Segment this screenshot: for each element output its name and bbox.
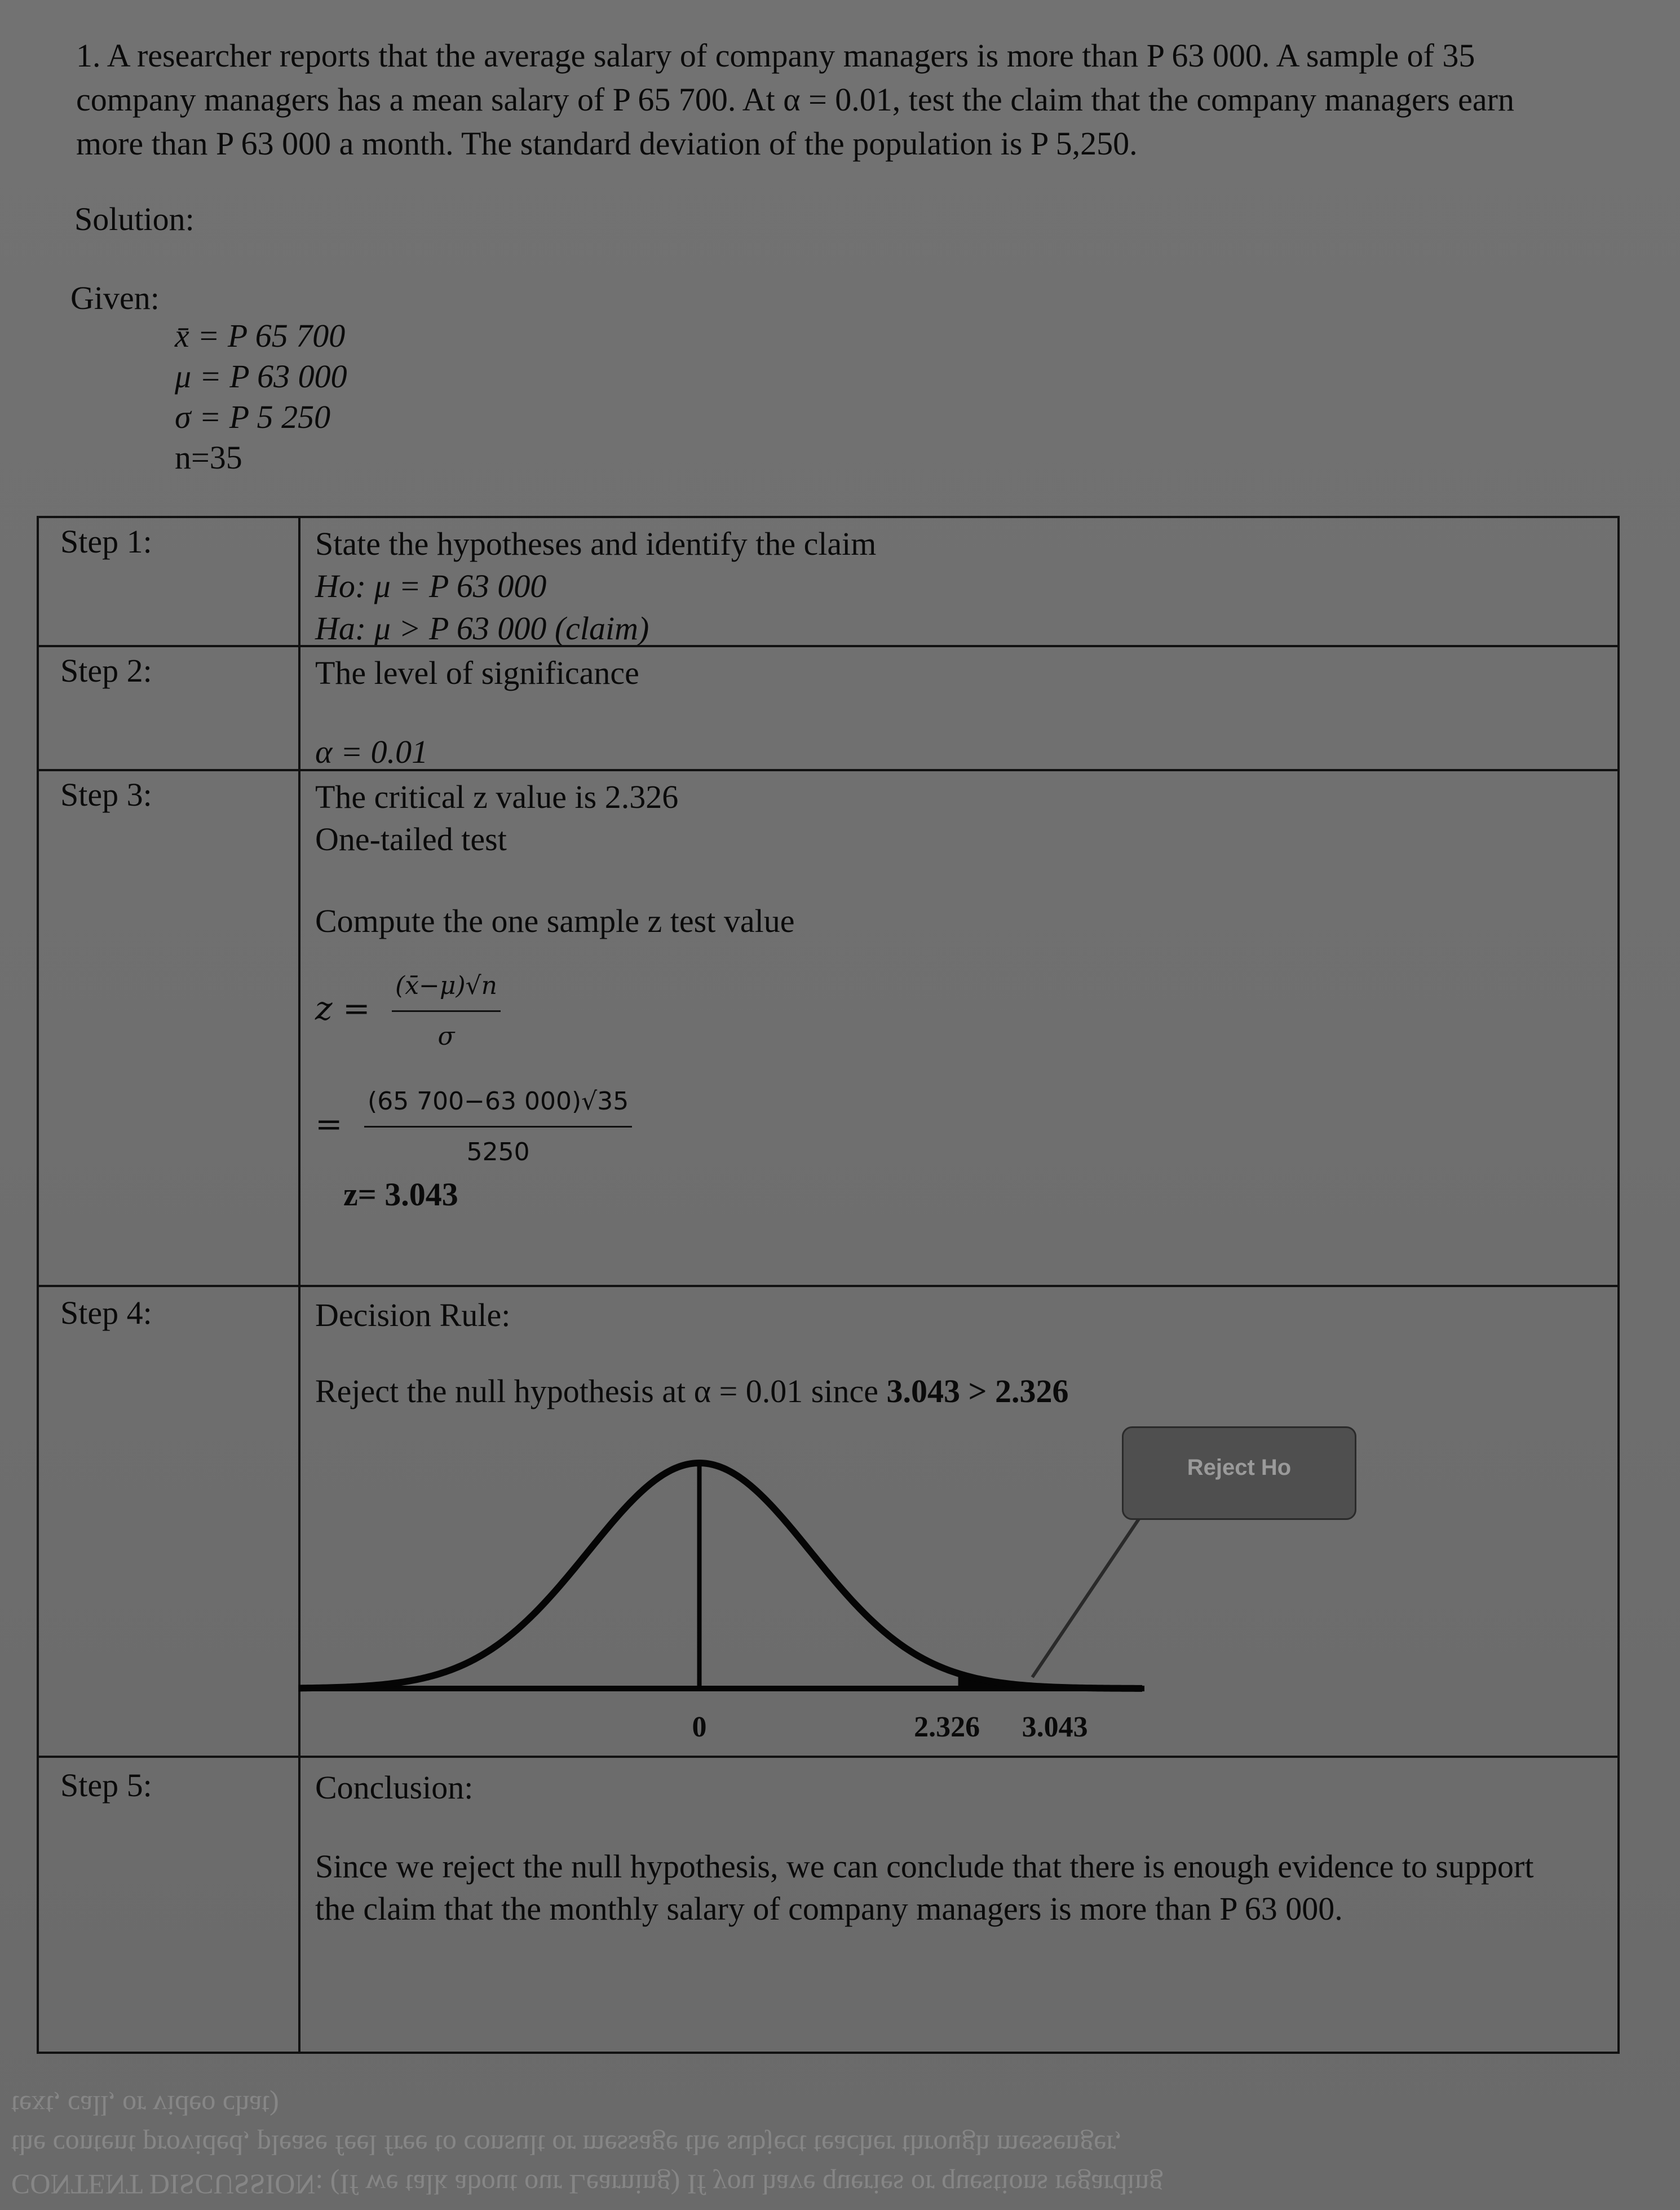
step3-critical-value: The critical z value is 2.326 xyxy=(315,779,679,815)
step4-title: Decision Rule: xyxy=(315,1297,511,1333)
problem-statement: 1. A researcher reports that the average salary of company managers is more than P 63 000. A sample of 35 company managers has a mean salary of P 65 700. At α = 0.01, test the claim that the company managers earn more than P 63 000 a month. The standard deviation of the population is P 5,250. xyxy=(76,37,1514,162)
substitution-denominator: 5250 xyxy=(466,1138,530,1166)
formula-fraction xyxy=(392,965,501,1058)
tick-label-1: 2.326 xyxy=(914,1711,980,1743)
step-row-5 xyxy=(39,1756,1617,2054)
step3-formula xyxy=(315,965,1578,1058)
step3-substitution xyxy=(315,1080,1578,1173)
step5-title: Conclusion: xyxy=(315,1769,474,1806)
step-label-2: Step 2: xyxy=(60,652,152,689)
tick-label-0: 0 xyxy=(692,1711,707,1743)
substitution-fraction xyxy=(364,1080,632,1173)
formula-lhs: z = xyxy=(315,989,370,1028)
step-label-4: Step 4: xyxy=(60,1294,152,1331)
step4-rule xyxy=(315,1370,1578,1412)
footer-line-3: text, call, or video chat) xyxy=(11,2090,279,2121)
step4-rule-comparison: 3.043 > 2.326 xyxy=(886,1373,1069,1409)
step-body-3 xyxy=(315,776,1578,1216)
normal-curve xyxy=(299,1463,1142,1689)
step-body-5 xyxy=(315,1766,1578,1930)
substitution-numerator: (65 700−63 000)√35 xyxy=(364,1080,632,1128)
step-label-1: Step 1: xyxy=(60,523,152,560)
step-label-3: Step 3: xyxy=(60,776,152,813)
given-item-mu: μ = P 63 000 xyxy=(175,358,347,395)
step-body-1 xyxy=(315,523,1578,649)
given-item-mean: x̄ = P 65 700 xyxy=(175,317,346,354)
step-label-5: Step 5: xyxy=(60,1767,152,1804)
given-label: Given: xyxy=(70,280,160,316)
substitution-equals: = xyxy=(315,1104,343,1143)
step3-test-type: One-tailed test xyxy=(315,821,507,858)
step-row-3 xyxy=(39,769,1617,1287)
step-body-4 xyxy=(315,1294,1578,1412)
step4-rule-prefix: Reject the null hypothesis at α = 0.01 since xyxy=(315,1373,887,1409)
formula-numerator: (x̄−μ)√n xyxy=(392,965,501,1012)
step2-alpha: α = 0.01 xyxy=(315,733,428,770)
footer-line-1: CONTENT DISCUSSION: (If we talk about our Learning) If you have queries or questions regarding xyxy=(11,2169,1164,2200)
step5-conclusion: Since we reject the null hypothesis, we can conclude that there is enough evidence to support the claim that the monthly salary of company managers is more than P 63 000. xyxy=(315,1848,1534,1927)
step2-line-1: The level of significance xyxy=(315,655,639,691)
formula-denominator: σ xyxy=(437,1022,455,1051)
normal-curve-chart xyxy=(276,1440,1178,1762)
tick-label-2: 3.043 xyxy=(1022,1711,1088,1743)
step-body-2 xyxy=(315,652,1578,773)
step-row-2 xyxy=(39,645,1617,771)
step-row-1 xyxy=(39,518,1617,645)
steps-table xyxy=(37,516,1620,2054)
step3-compute-label: Compute the one sample z test value xyxy=(315,903,795,939)
reject-region-callout: Reject Ho xyxy=(1122,1426,1356,1520)
given-item-n: n=35 xyxy=(175,439,242,476)
given-list xyxy=(175,316,347,478)
step1-line-1: State the hypotheses and identify the claim xyxy=(315,525,877,562)
step1-null-hypothesis: Ho: μ = P 63 000 xyxy=(315,568,547,604)
solution-label: Solution: xyxy=(74,201,194,237)
bleed-through-footer xyxy=(0,2086,1680,2204)
step1-alt-hypothesis: Ha: μ > P 63 000 (claim) xyxy=(315,610,649,647)
step3-result: z= 3.043 xyxy=(343,1176,458,1213)
given-item-sigma: σ = P 5 250 xyxy=(175,399,331,435)
footer-line-2: the content provided, please feel free to consult or message the subject teacher through messenger, xyxy=(11,2129,1122,2161)
